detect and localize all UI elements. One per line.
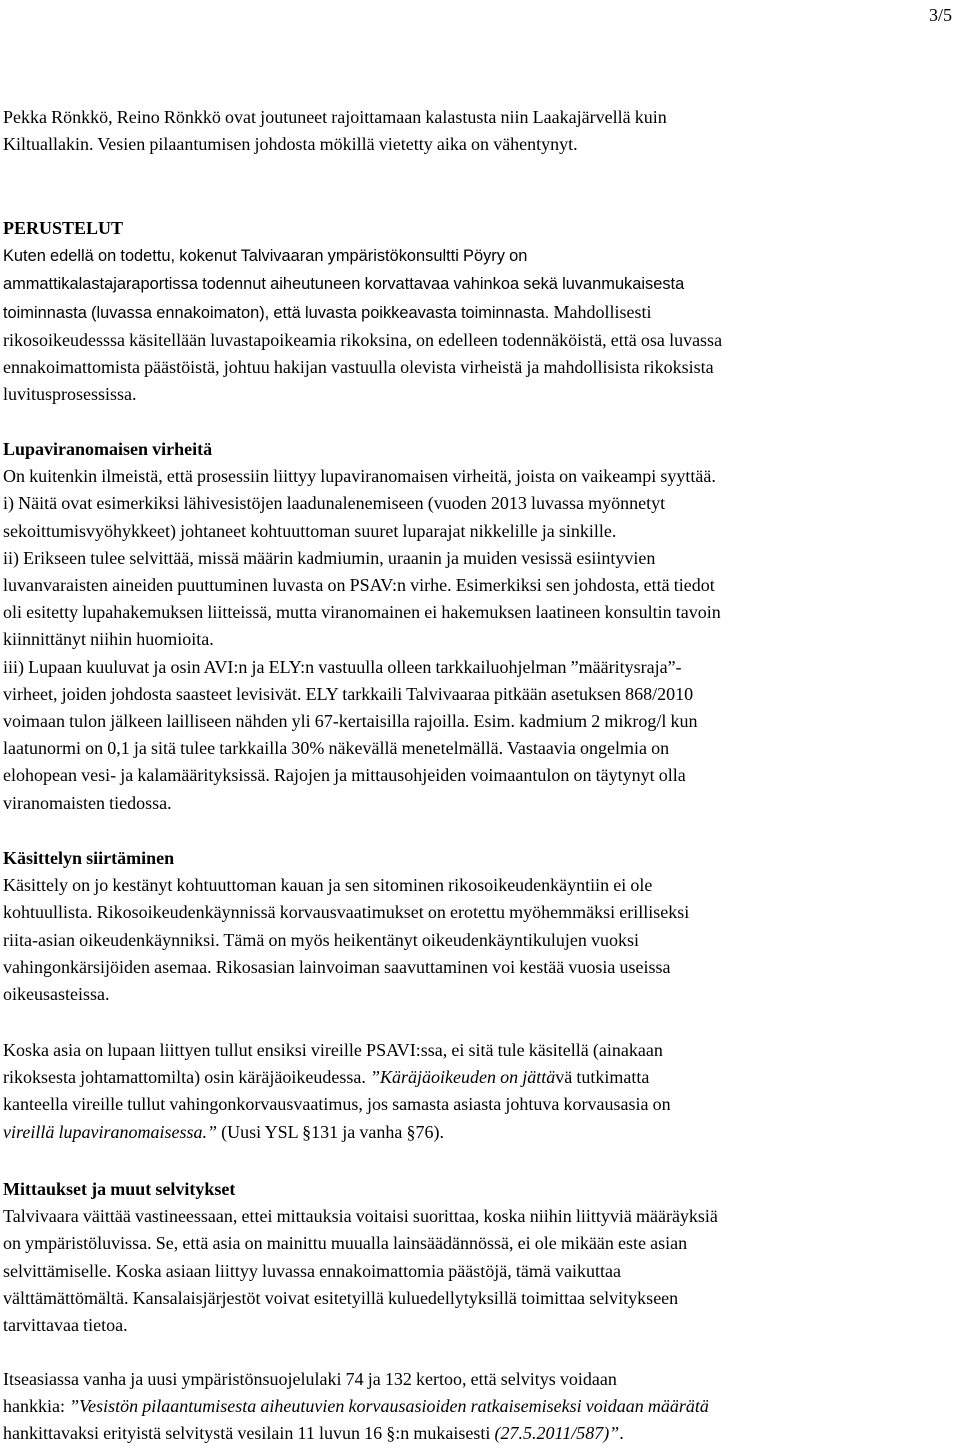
- koska-text-2: vä tutkimatta kanteella vireille tullut vahingonkorvausvaatimus, jos samasta asiasta johtuva korvausasia on: [3, 1067, 671, 1115]
- itseasiassa-citation: (27.5.2011/587)”: [494, 1423, 620, 1444]
- itseasiassa-paragraph: [3, 1366, 955, 1448]
- mittaukset-heading: Mittaukset ja muut selvitykset: [3, 1179, 236, 1199]
- koska-quote-2: vireillä lupaviranomaisessa.”: [3, 1121, 217, 1142]
- itseasiassa-text-1: Itseasiassa vanha ja uusi ympäristönsuojelulaki 74 ja 132 kertoo, että selvitys voidaan hankkia:: [3, 1369, 617, 1417]
- intro-paragraph: Pekka Rönkkö, Reino Rönkkö ovat joutuneet rajoittamaan kalastusta niin Laakajärvellä kuin Kiltuallakin. Vesien pilaantumisen johdosta mökillä vietetty aika on vähentynyt.: [3, 107, 667, 155]
- kasittely-body: Käsittely on jo kestänyt kohtuuttoman kauan ja sen sitominen rikosoikeudenkäyntiin ei ole kohtuullista. Rikosoikeudenkäynnissä korvausvaatimukset on erotettu myöhemmäksi erilliseksi riita-asian oikeudenkäynniksi. Tämä on myös heikentänyt oikeudenkäyntikulujen vuoksi vahingonkärsijöiden asemaa. Rikosasian lainvoiman saavuttaminen voi kestää vuosia useissa oikeusasteissa.: [3, 875, 690, 1005]
- koska-quote-1: ”Käräjäoikeuden on jättä: [369, 1067, 556, 1088]
- perustelut-body-sans: Kuten edellä on todettu, kokenut Talvivaaran ympäristökonsultti Pöyry on ammattikalastajaraportissa todennut aiheutuneen korvattavaa vahinkoa sekä luvanmukaisesta toiminnasta (luvassa ennakoimaton), että luvasta poikkeavasta toiminnasta.: [3, 247, 685, 322]
- itseasiassa-text-3: .: [619, 1423, 624, 1444]
- mittaukset-section: [3, 1176, 955, 1339]
- kasittely-heading: Käsittelyn siirtäminen: [3, 848, 175, 868]
- lupaviranomainen-heading: Lupaviranomaisen virheitä: [3, 439, 213, 459]
- perustelut-section: [3, 215, 955, 408]
- itseasiassa-quote: ”Vesistön pilaantumisesta aiheutuvien korvausasioiden ratkaisemiseksi voidaan määrätä: [69, 1396, 709, 1417]
- perustelut-heading: PERUSTELUT: [3, 218, 124, 238]
- perustelut-body-serif: Mahdollisesti rikosoikeudesssa käsitellään luvastapoikeamia rikoksina, on edelleen todennäköistä, että osa luvassa ennakoimattomista päästöistä, johtuu hakijan vastuulla olevista virheistä ja mahdollisista rikoksista luvitusprosessissa.: [3, 301, 723, 405]
- kasittely-section: [3, 845, 955, 1008]
- mittaukset-body: Talvivaara väittää vastineessaan, ettei mittauksia voitaisi suorittaa, koska niihin liittyviä määräyksiä on ympäristöluvissa. Se, että asia on mainittu muualla lainsäädännössä, ei ole mikään este asian selvittämiselle. Koska asiaan liittyy luvassa ennakoimattomia päästöjä, tämä vaikuttaa välttämättömältä. Kansalaisjärjestöt voivat esitetyillä kuluedellytyksillä toimittaa selvitykseen tarvittavaa tietoa.: [3, 1206, 718, 1336]
- koska-paragraph: [3, 1037, 955, 1146]
- lupaviranomainen-body: On kuitenkin ilmeistä, että prosessiin liittyy lupaviranomaisen virheitä, joista on vaikeampi syyttää. i) Näitä ovat esimerkiksi lähivesistöjen laadunalenemiseen (vuoden 2013 luvassa myönnetyt sekoittumisvyöhykkeet) johtaneet kohtuuttoman suuret luparajat nikkelille ja sinkille. ii) Erikseen tulee selvittää, missä määrin kadmiumin, uraanin ja muiden vesissä esiintyvien luvanvaraisten aineiden puuttuminen luvasta on PSAV:n virhe. Esimerkiksi sen johdosta, että tiedot oli esitetty lupahakemuksen liitteissä, mutta viranomainen ei hakemuksen laatineen konsultin tavoin kiinnittänyt niihin huomioita. iii) Lupaan kuuluvat ja osin AVI:n ja ELY:n vastuulla olleen tarkkailuohjelman ”määritysraja”- virheet, joiden johdosta saasteet levisivät. ELY tarkkaili Talvivaaraa pitkään asetuksen 868/2010 voimaan tulon jälkeen lailliseen nähden yli 67-kertaisilla rajoilla. Esim. kadmium 2 mikrog/l kun laatunormi on 0,1 ja sitä tulee tarkkailla 30% näkevällä menetelmällä. Vastaavia ongelmia on elohopean vesi- ja kalamäärityksissä. Rajojen ja mittausohjeiden voimaantulon on täytynyt olla viranomaisten tiedossa.: [3, 466, 721, 813]
- itseasiassa-text-2: hankittavaksi erityistä selvitystä vesilain 11 luvun 16 §:n mukaisesti: [3, 1423, 491, 1444]
- lupaviranomainen-section: [3, 436, 955, 817]
- koska-text-1: Koska asia on lupaan liittyen tullut ensiksi vireille PSAVI:ssa, ei sitä tule käsitellä (ainakaan rikoksesta johtamattomilta) osin käräjäoikeudessa.: [3, 1040, 663, 1088]
- koska-text-3: (Uusi YSL §131 ja vanha §76).: [216, 1121, 444, 1142]
- page-number: 3/5: [928, 5, 952, 25]
